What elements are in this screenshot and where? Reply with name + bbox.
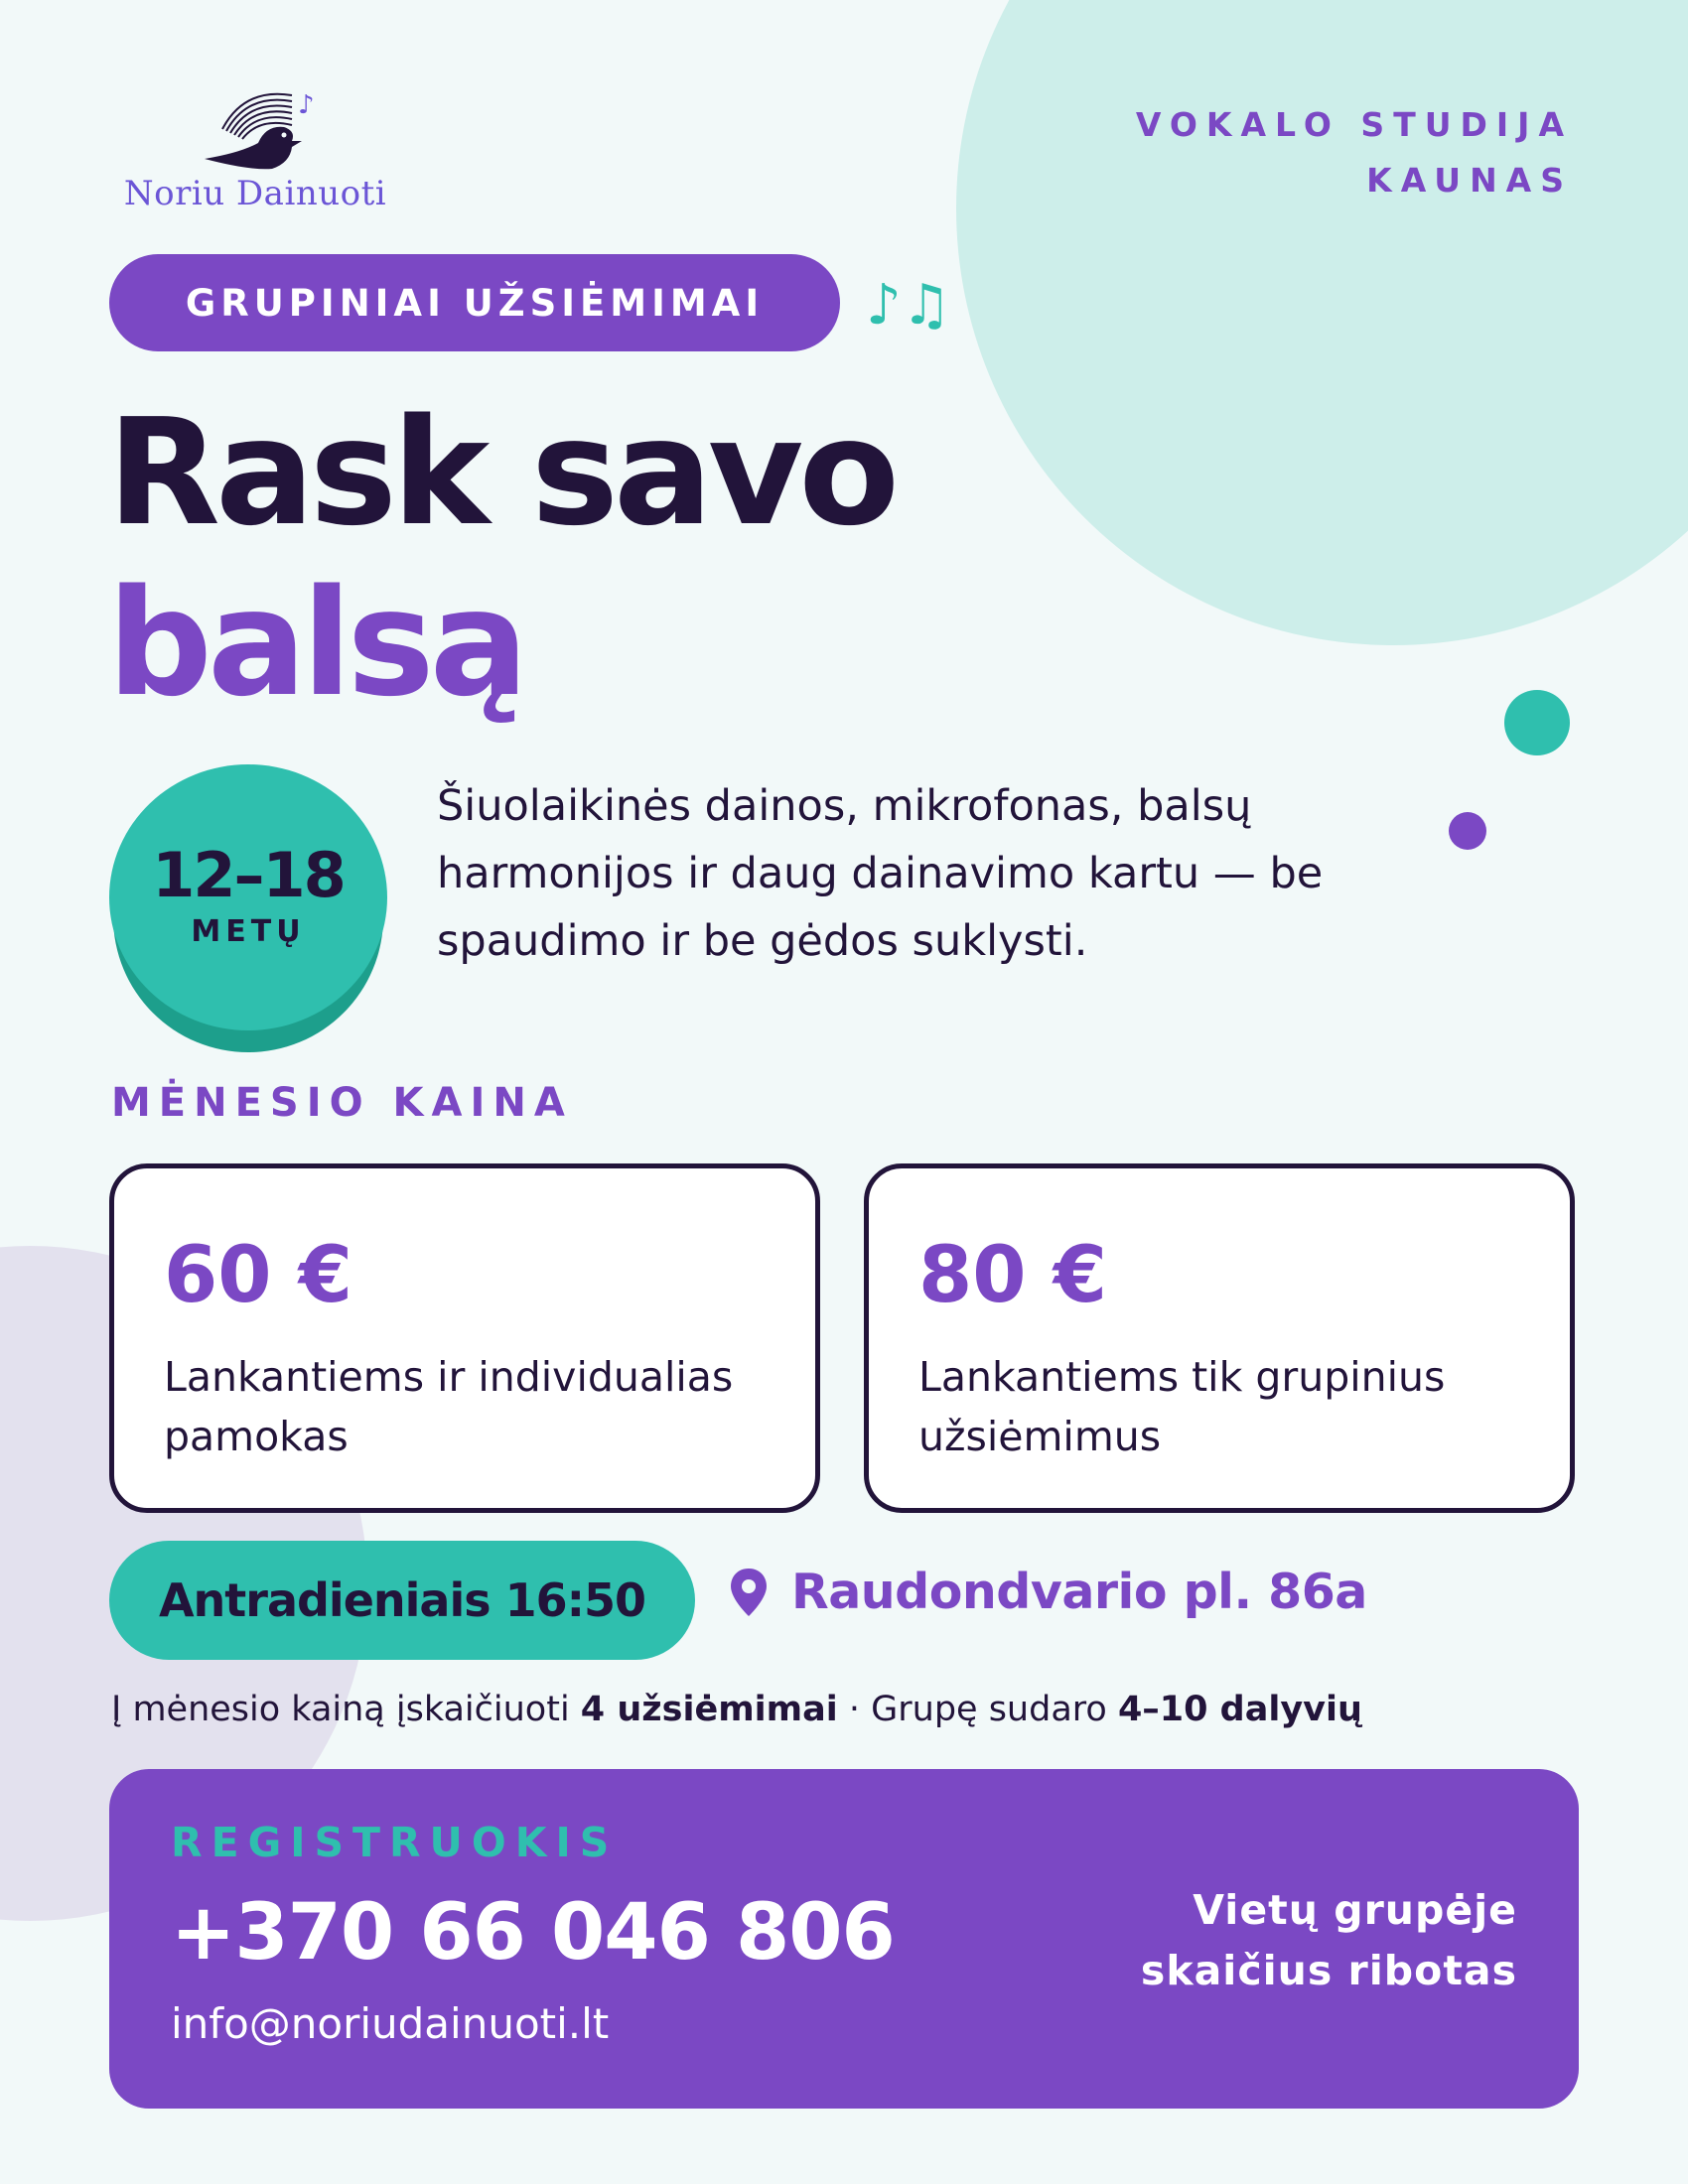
age-unit: METŲ [191, 914, 306, 949]
logo-text: Noriu Dainuoti [123, 174, 387, 213]
group-classes-badge: GRUPINIAI UŽSIĖMIMAI [109, 254, 840, 351]
headline-line2: balsą [107, 558, 524, 729]
singing-bird-icon [201, 79, 325, 179]
info-text: Į mėnesio kainą įskaičiuoti [111, 1690, 581, 1729]
description: Šiuolaikinės dainos, mikrofonas, balsų harmonijos ir daug dainavimo kartu — be spaudimo ir be gėdos suklysti. [437, 781, 1324, 966]
studio-line: VOKALO STUDIJA [1135, 105, 1573, 144]
phone-number[interactable]: +370 66 046 806 [171, 1888, 895, 1978]
headline [107, 387, 895, 729]
price-card [864, 1163, 1575, 1513]
info-line [111, 1690, 1581, 1729]
lessons-count: 4 užsiėmimai [580, 1690, 838, 1729]
card-price: 80 € [918, 1231, 1107, 1320]
address-text: Raudondvario pl. 86a [791, 1564, 1367, 1620]
decor-teal-dot [1504, 690, 1570, 755]
note-line: Vietų grupėje [1193, 1886, 1517, 1934]
schedule-pill: Antradieniais 16:50 [109, 1541, 695, 1660]
group-size: 4–10 dalyvių [1117, 1690, 1362, 1729]
brand-logo [111, 79, 399, 218]
studio-location [1136, 97, 1573, 208]
location-pin-icon [730, 1568, 768, 1617]
age-range: 12–18 [152, 839, 345, 911]
city-line: KAUNAS [1366, 161, 1573, 200]
note-line: skaičius ribotas [1140, 1947, 1517, 1994]
card-label: Lankantiems tik grupinius užsiėmimus [918, 1353, 1446, 1460]
card-label: Lankantiems ir individualias pamokas [164, 1353, 734, 1460]
decor-purple-dot [1449, 812, 1486, 850]
music-notes-icon: ♪♫ [866, 273, 951, 338]
limited-spots-note [1141, 1880, 1517, 2001]
card-price: 60 € [164, 1231, 352, 1320]
address [730, 1564, 1367, 1620]
email-address[interactable]: info@noriudainuoti.lt [171, 1999, 610, 2048]
age-badge [109, 764, 387, 1052]
price-card [109, 1163, 820, 1513]
headline-line1: Rask savo [107, 387, 895, 558]
info-text: · Grupę sudaro [837, 1690, 1118, 1729]
price-heading: MĖNESIO KAINA [111, 1080, 573, 1126]
register-panel [109, 1769, 1579, 2109]
svg-text:♪: ♪ [298, 90, 315, 120]
register-label: REGISTRUOKIS [171, 1819, 619, 1866]
age-badge-face [109, 764, 387, 1030]
